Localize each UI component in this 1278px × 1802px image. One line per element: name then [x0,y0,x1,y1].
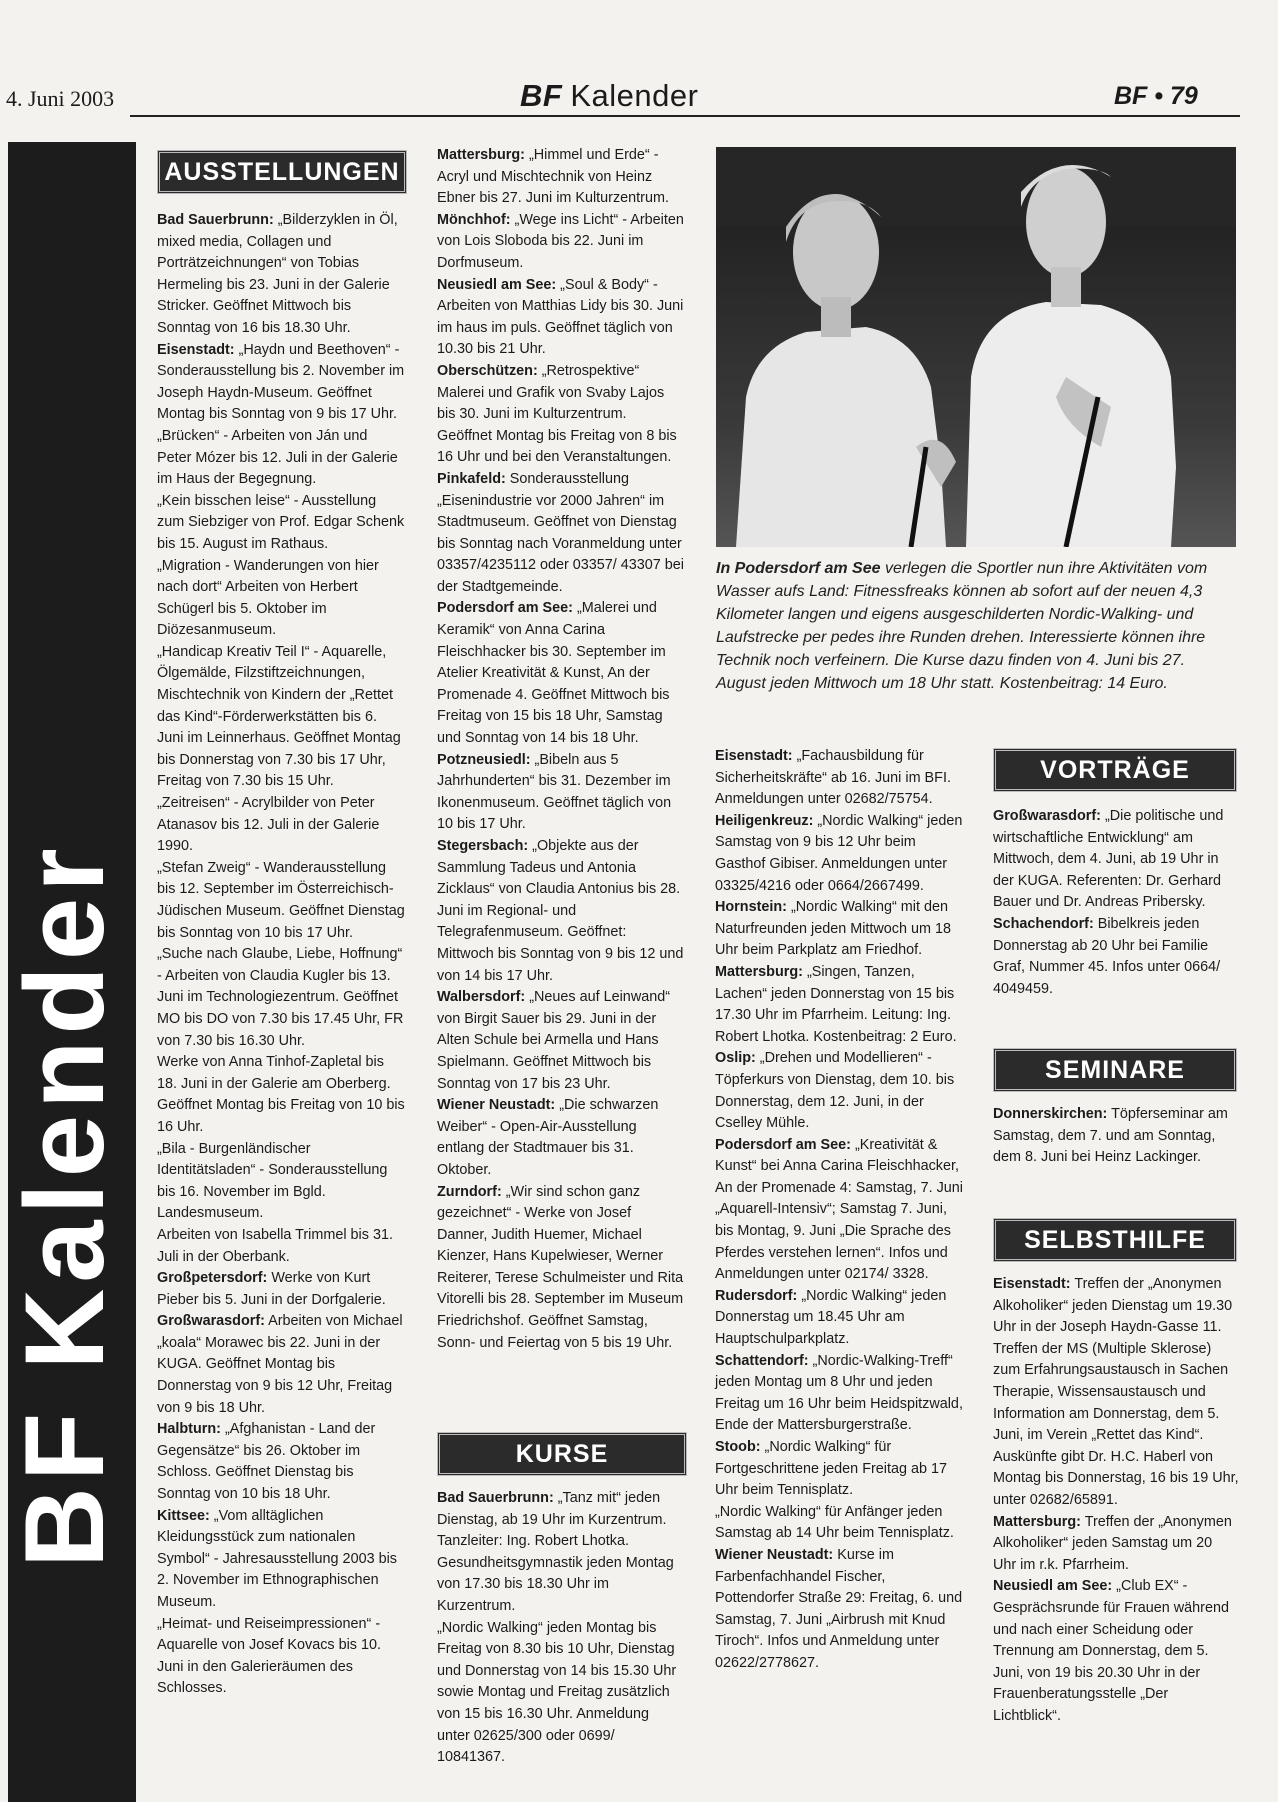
listing-item [993,806,1239,914]
column-kurse-1 [437,1488,685,1769]
column-kurse-2 [715,746,965,1675]
listing-item [993,1274,1239,1339]
listing-place: Mattersburg: [437,147,525,163]
listing-text: „Malerei und Keramik“ von Anna Carina Fleischhacker bis 30. September im Atelier Kreativität & Kunst, An der Promenade 4. Geöffnet Mittwoch bis Freitag von 15 bis 18 Uhr, Samstag und Sonntag von 14 bis 18 Uhr. [437,600,670,747]
listing-place: Oslip: [715,1050,756,1067]
listing-place: Rudersdorf: [715,1287,798,1304]
sidebar-banner-text: BF Kalender [2,842,127,1568]
listing-item [157,1052,405,1138]
listing-item [715,1048,965,1134]
listing-text: „Heimat- und Reiseimpressionen“ - Aquarelle von Josef Kovacs bis 10. Juni in den Galerieräumen des Schlosses. [157,1615,381,1697]
listing-text: „Nordic-Walking-Treff“ jeden Montag um 8 Uhr und jeden Freitag um 16 Uhr beim Heidspitzwald, Ende der Mattersburgerstraße. [715,1352,963,1434]
listing-place: Großwarasdorf: [157,1313,265,1330]
listing-item [157,426,405,491]
listing-place: Walbersdorf: [437,989,526,1006]
listing-item [993,1339,1239,1512]
listing-text: Arbeiten von Isabella Trimmel bis 31. Juli in der Oberbank. [157,1226,393,1265]
listing-text: Treffen der MS (Multiple Sklerose) zum Erfahrungsaustausch in Sachen Therapie, Wissensaustausch und Information am Donnerstag, dem 5. Juni, im Verein „Rettet das Kind“. Auskünfte gibt Dr. H.C. Haberl von Montag bis Donnerstag, 16 bis 19 Uhr, unter 02682/65891. [993,1340,1239,1508]
page-number: BF • 79 [1114,82,1198,110]
listing-place: Wiener Neustadt: [437,1097,556,1114]
listing-item [715,1437,965,1502]
listing-place: Mattersburg: [715,963,803,980]
listing-text: „Nordic Walking“ jeden Samstag von 9 bis 12 Uhr beim Gasthof Gibiser. Anmeldungen unter 03325/4216 oder 0664/2667499. [715,812,963,894]
listing-text: „Club EX“ - Gesprächsrunde für Frauen während und nach einer Scheidung oder Trennung am Donnerstag, dem 5. Juni, von 19 bis 20.30 Uhr in der Frauenberatungsstelle „Der Lichtblick“. [993,1578,1229,1724]
listing-text: „Wir sind schon ganz gezeichnet“ - Werke von Josef Danner, Judith Huemer, Michael Kienzer, Hans Kupelwieser, Werner Reiterer, Terese Schulmeister und Rita Vitorelli bis 28. September im Museum Friedrichshof. Geöffnet Samstag, Sonn- und Feiertag von 5 bis 19 Uhr. [437,1183,684,1351]
listing-place: Pinkafeld: [437,470,506,487]
column-seminare [993,1104,1239,1169]
listing-text: „Nordic Walking“ für Fortgeschrittene jeden Freitag ab 17 Uhr beim Tennisplatz. [715,1439,947,1499]
listing-place: Eisenstadt: [993,1276,1071,1292]
listing-item [715,1502,965,1545]
listing-text: „Bilderzyklen in Öl, mixed media, Collagen und Porträtzeichnungen“ von Tobias Hermeling bis 23. Juni in der Galerie Stricker. Geöffnet Mittwoch bis Sonntag von 16 bis 18.30 Uhr. [157,212,398,336]
listing-item [715,1545,965,1675]
brand-logo: BF [520,78,563,113]
listing-text: „Wege ins Licht“ - Arbeiten von Lois Sloboda bis 22. Juni im Dorfmuseum. [437,211,684,271]
header-rule [130,115,1240,117]
listing-item [715,1135,965,1286]
listing-place: Schattendorf: [715,1352,809,1369]
listing-item [993,1104,1239,1169]
listing-text: „Nordic Walking“ für Anfänger jeden Samstag ab 14 Uhr beim Tennisplatz. [715,1503,954,1542]
listing-text: „Neues auf Leinwand“ von Birgit Sauer bis 29. Juni in der Alten Schule bei Armella und Hans Spielmann. Geöffnet Mittwoch bis Sonntag von 17 bis 23 Uhr. [437,989,671,1092]
caption-place: In Podersdorf am See [716,560,881,577]
listing-text: Sonderausstellung „Eisenindustrie vor 2000 Jahren“ im Stadtmuseum. Geöffnet von Dienstag bis Sonntag nach Voranmeldung unter 03357/4235112 oder 03357/ 43307 bei der Stadtgemeinde. [437,470,685,595]
listing-text: „Haydn und Beethoven“ - Sonderausstellung bis 2. November im Joseph Haydn-Museum. Geöffnet Montag bis Sonntag von 9 bis 17 Uhr. [157,341,405,423]
listing-place: Neusiedl am See: [437,276,557,293]
listing-place: Mattersburg: [993,1513,1081,1530]
listing-item [437,1553,685,1618]
listing-place: Eisenstadt: [157,341,235,358]
listing-item [715,1286,965,1351]
listing-item [437,210,685,275]
column-ausstellungen-1 [157,210,405,1700]
listing-place: Bad Sauerbrunn: [157,212,274,228]
listing-place: Hornstein: [715,899,787,916]
listing-item [437,598,685,749]
heading-selbsthilfe: SELBSTHILFE [993,1218,1237,1262]
listing-item [715,1351,965,1437]
listing-item [157,1139,405,1225]
listing-place: Großpetersdorf: [157,1270,268,1287]
listing-item [157,1268,405,1311]
listing-text: „Afghanistan - Land der Gegensätze“ bis 26. Oktober im Schloss. Geöffnet Dienstag bis Sonntag von 10 bis 18 Uhr. [157,1421,376,1503]
listing-item [437,1488,685,1553]
listing-place: Schachendorf: [993,915,1094,932]
heading-ausstellungen: AUSSTELLUNGEN [157,150,407,194]
listing-item [993,914,1239,1000]
listing-item [437,361,685,469]
listing-text: „Handicap Kreativ Teil I“ - Aquarelle, Ölgemälde, Filzstiftzeichnungen, Mischtechnik von Kindern der „Rettet das Kind“-Förderwerkstätten bis 6. Juni im Leinnerhaus. Geöffnet Montag bis Donnerstag von 7.30 bis 17 Uhr, Freitag von 7.30 bis 15 Uhr. [157,643,401,790]
listing-text: Gesundheitsgymnastik jeden Montag von 17.30 bis 18.30 Uhr im Kurzentrum. [437,1554,674,1614]
listing-text: Kurse im Farbenfachhandel Fischer, Pottendorfer Straße 29: Freitag, 6. und Samstag, 7. Juni „Airbrush mit Knud Tiroch“. Infos und Anmeldung unter 02622/2778627. [715,1546,963,1671]
listing-item [437,275,685,361]
listing-text: „Objekte aus der Sammlung Tadeus und Antonia Zicklaus“ von Claudia Antonius bis 28. Juni im Regional- und Telegrafenmuseum. Geöffnet: Mittwoch bis Sonntag von 9 bis 12 und von 14 bis 17 Uhr. [437,838,684,984]
column-ausstellungen-2 [437,145,685,1354]
listing-text: „Tanz mit“ jeden Dienstag, ab 19 Uhr im Kurzentrum. Tanzleiter: Ing. Robert Lhotka. [437,1490,667,1550]
listing-item [157,210,405,340]
listing-place: Stegersbach: [437,838,529,854]
column-selbsthilfe [993,1274,1239,1727]
listing-text: Treffen der „Anonymen Alkoholiker“ jeden Samstag um 20 Uhr im r.k. Pfarrheim. [993,1513,1232,1573]
listing-place: Heiligenkreuz: [715,812,814,829]
listing-text: „Kreativität & Kunst“ bei Anna Carina Fleischhacker, An der Promenade 4: Samstag, 7. Juni „Aquarell-Intensiv“; Samstag 7. Juni, bis Montag, 9. Juni „Die Sprache des Pferdes verstehen lernen“. Infos und Anmeldungen unter 02174/ 3328. [715,1136,963,1283]
listing-item [715,962,965,1048]
listing-place: Mönchhof: [437,211,511,228]
listing-place: Oberschützen: [437,362,538,379]
listing-item [993,1512,1239,1577]
column-vortraege [993,806,1239,1000]
listing-text: „Retrospektive“ Malerei und Grafik von Svaby Lajos bis 30. Juni im Kulturzentrum. Geöffnet Montag bis Freitag von 8 bis 16 Uhr und bei den Veranstaltungen. [437,362,677,466]
listing-text: „Fachausbildung für Sicherheitskräfte“ ab 16. Juni im BFI. Anmeldungen unter 02682/75754. [715,748,951,808]
photo-illustration [716,147,1236,547]
issue-date: 4. Juni 2003 [6,86,115,111]
listing-text: Werke von Anna Tinhof-Zapletal bis 18. Juni in der Galerie am Oberberg. Geöffnet Montag bis Freitag von 10 bis 16 Uhr. [157,1054,405,1135]
listing-item [157,1419,405,1505]
section-title-text: Kalender [570,78,699,113]
listing-text: „Die schwarzen Weiber“ - Open-Air-Ausstellung entlang der Stadtmauer bis 31. Oktober. [437,1097,659,1178]
photo-nordic-walking [716,147,1236,547]
listing-text: Werke von Kurt Pieber bis 5. Juni in der Dorfgalerie. [157,1270,386,1308]
listing-item [437,987,685,1095]
listing-item [437,1618,685,1769]
listing-place: Bad Sauerbrunn: [437,1490,554,1506]
listing-text: Bibelkreis jeden Donnerstag ab 20 Uhr bei Familie Graf, Nummer 45. Infos unter 0664/ 4049459. [993,915,1221,997]
heading-seminare: SEMINARE [993,1048,1237,1092]
listing-item [157,1311,405,1419]
listing-text: „Himmel und Erde“ - Acryl und Mischtechnik von Heinz Ebner bis 27. Juni im Kulturzentrum. [437,147,669,207]
listing-place: Halbturn: [157,1421,221,1438]
section-title [520,78,698,114]
listing-text: „Brücken“ - Arbeiten von Ján und Peter Mózer bis 12. Juli in der Galerie im Haus der Begegnung. [157,427,398,488]
listing-item [437,469,685,599]
listing-item [437,145,685,210]
listing-text: „Soul & Body“ - Arbeiten von Matthias Lidy bis 30. Juni im haus im puls. Geöffnet täglich von 10.30 bis 21 Uhr. [437,276,684,358]
listing-text: „Zeitreisen“ - Acrylbilder von Peter Atanasov bis 12. Juli in der Galerie 1990. [157,795,380,855]
listing-text: „Nordic Walking“ jeden Donnerstag um 18.45 Uhr am Hauptschulparkplatz. [715,1287,947,1348]
listing-item [157,1614,405,1700]
listing-text: „Suche nach Glaube, Liebe, Hoffnung“ - Arbeiten von Claudia Kugler bis 13. Juni im Technologiezentrum. Geöffnet MO bis DO von 7.30 bis 17.45 Uhr, FR von 7.30 bis 16.30 Uhr. [157,946,404,1049]
listing-item [157,944,405,1052]
listing-text: „Vom alltäglichen Kleidungsstück zum nationalen Symbol“ - Jahresausstellung 2003 bis 2. November im Ethnographischen Museum. [157,1507,397,1610]
listing-item [157,340,405,426]
listing-place: Kittsee: [157,1507,210,1524]
listing-item [157,491,405,556]
listing-place: Stoob: [715,1439,761,1455]
listing-text: „Bibeln aus 5 Jahrhunderten“ bis 31. Dezember im Ikonenmuseum. Geöffnet täglich von 10 bis 17 Uhr. [437,751,672,833]
listing-text: Treffen der „Anonymen Alkoholiker“ jeden Dienstag um 19.30 Uhr in der Joseph Haydn-Gasse 11. [993,1276,1233,1336]
listing-item [157,858,405,944]
listing-item [157,556,405,642]
listing-item [715,897,965,962]
listing-item [157,793,405,858]
listing-text: „Kein bisschen leise“ - Ausstellung zum Siebziger von Prof. Edgar Schenk bis 15. August im Rathaus. [157,492,405,552]
listing-text: „Migration - Wanderungen von hier nach dort“ Arbeiten von Herbert Schügerl bis 5. Oktober im Diözesanmuseum. [157,557,379,639]
listing-place: Eisenstadt: [715,748,793,764]
listing-place: Podersdorf am See: [715,1136,851,1153]
listing-item [157,1225,405,1268]
heading-vortraege: VORTRÄGE [993,748,1237,792]
caption-text: verlegen die Sportler nun ihre Aktivitäten vom Wasser aufs Land: Fitnessfreaks können ab sofort auf der neuen 4,3 Kilometer langen und eigens ausgeschilderten Nordic-Walking- und Laufstrecke per pedes ihre Runden drehen. Interessierte können ihre Technik noch verfeinern. Die Kurse dazu finden von 4. Juni bis 27. August jeden Mittwoch um 18 Uhr statt. Kostenbeitrag: 14 Euro. [716,560,1208,692]
listing-place: Donnerskirchen: [993,1106,1108,1122]
listing-text: „Nordic Walking“ jeden Montag bis Freitag von 8.30 bis 10 Uhr, Dienstag und Donnerstag von 14 bis 15.30 Uhr sowie Montag und Freitag zusätzlich von 15 bis 16.30 Uhr. Anmeldung unter 02625/300 oder 0699/ 10841367. [437,1619,677,1766]
listing-place: Potzneusiedl: [437,751,531,768]
listing-place: Zurndorf: [437,1183,502,1200]
listing-text: „Die politische und wirtschaftliche Entwicklung“ am Mittwoch, dem 4. Juni, ab 19 Uhr in der KUGA. Referenten: Dr. Gerhard Bauer und Dr. Andreas Pribersky. [993,808,1224,911]
listing-item [715,746,965,811]
listing-place: Podersdorf am See: [437,600,573,617]
listing-item [437,1182,685,1355]
listing-place: Großwarasdorf: [993,808,1101,824]
listing-item [993,1576,1239,1727]
listing-place: Neusiedl am See: [993,1578,1113,1595]
listing-item [157,1506,405,1614]
listing-text: „Stefan Zweig“ - Wanderausstellung bis 12. September im Österreichisch-Jüdischen Museum. Geöffnet Dienstag bis Sonntag von 10 bis 17 Uhr. [157,859,405,941]
page-header [0,0,1278,120]
listing-item [157,642,405,793]
listing-text: „Singen, Tanzen, Lachen“ jeden Donnerstag von 15 bis 17.30 Uhr im Pfarrheim. Leitung: Ing. Robert Lhotka. Kostenbeitrag: 2 Euro. [715,963,957,1045]
listing-place: Wiener Neustadt: [715,1546,834,1563]
listing-text: „Nordic Walking“ mit den Naturfreunden jeden Mittwoch um 18 Uhr beim Parkplatz am Friedhof. [715,899,951,959]
photo-caption [716,557,1236,695]
listing-item [437,836,685,987]
listing-item [437,750,685,836]
listing-item [715,811,965,897]
listing-text: Arbeiten von Michael „koala“ Morawec bis 22. Juni in der KUGA. Geöffnet Montag bis Donnerstag von 9 bis 12 Uhr, Freitag von 9 bis 18 Uhr. [157,1313,403,1416]
listing-text: „Bila - Burgenländischer Identitätsladen“ - Sonderausstellung bis 16. November im Bgld. Landesmuseum. [157,1140,388,1222]
listing-text: „Drehen und Modellieren“ - Töpferkurs von Dienstag, dem 10. bis Donnerstag, dem 12. Juni, in der Cselley Mühle. [715,1050,955,1132]
listing-text: Töpferseminar am Samstag, dem 7. und am Sonntag, dem 8. Juni bei Heinz Lackinger. [993,1106,1228,1166]
heading-kurse: KURSE [437,1432,687,1476]
listing-item [437,1095,685,1181]
